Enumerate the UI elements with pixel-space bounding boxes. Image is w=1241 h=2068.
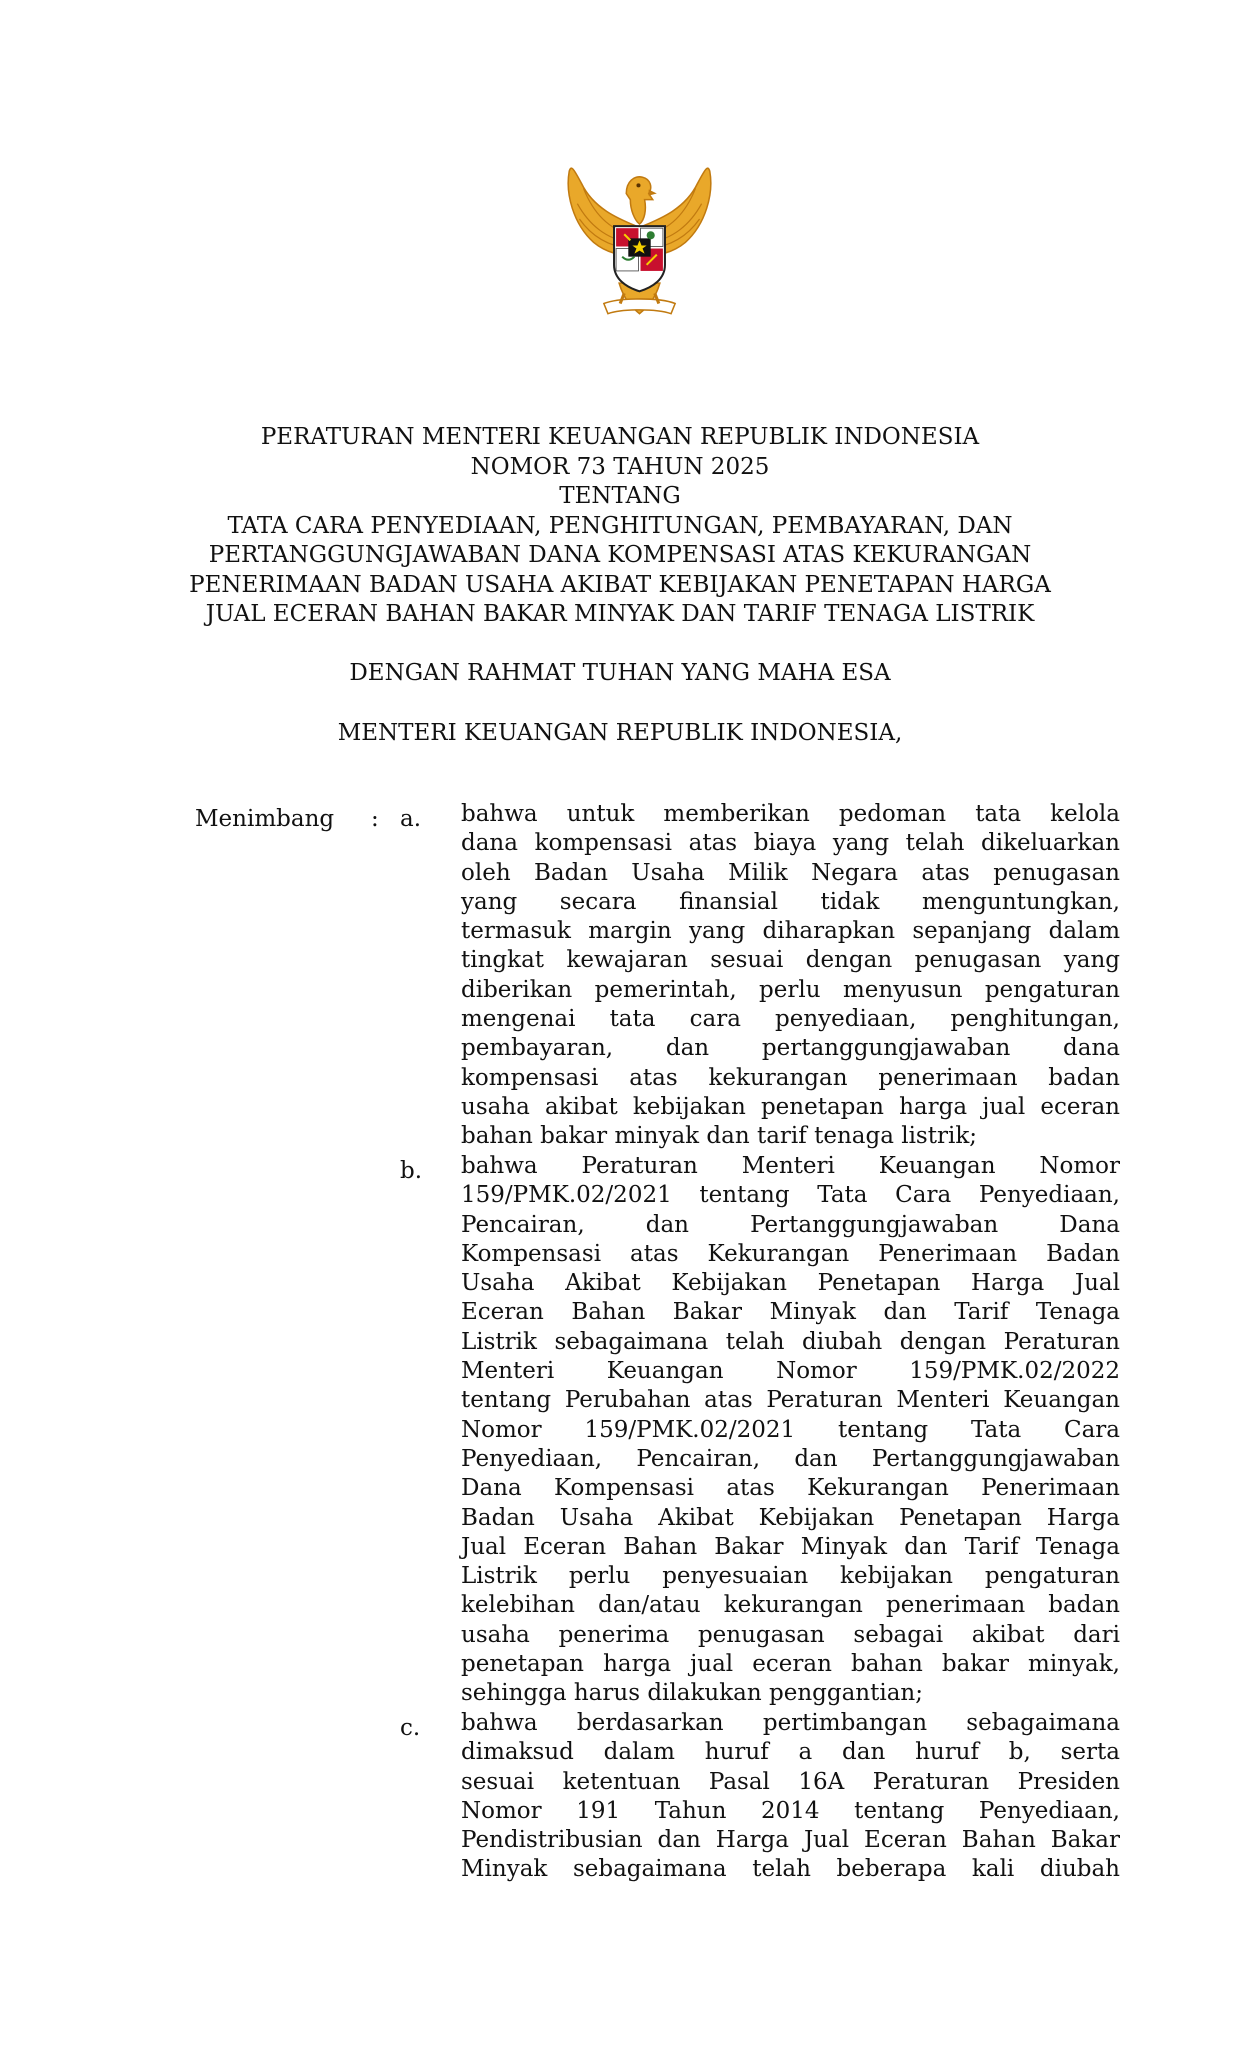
text-line: Menteri Keuangan Nomor 159/PMK.02/2022 <box>461 1358 1120 1385</box>
menimbang-label: Menimbang <box>195 806 335 832</box>
text-line: bahan bakar minyak dan tarif tenaga listrik; <box>461 1123 978 1150</box>
title-line: TENTANG <box>559 483 681 509</box>
text-line: Kompensasi atas Kekurangan Penerimaan Badan <box>461 1240 1120 1267</box>
text-line: Dana Kompensasi atas Kekurangan Penerimaan <box>461 1475 1120 1502</box>
text-line: Minyak sebagaimana telah beberapa kali diubah <box>461 1856 1120 1883</box>
title-line: PERTANGGUNGJAWABAN DANA KOMPENSASI ATAS KEKURANGAN <box>208 542 1032 568</box>
item-letter-b: b. <box>400 1158 423 1184</box>
regulation-title <box>140 423 1100 630</box>
text-line: Jual Eceran Bahan Bakar Minyak dan Tarif Tenaga <box>461 1533 1120 1560</box>
text-line: Usaha Akibat Kebijakan Penetapan Harga Jual <box>461 1270 1120 1297</box>
text-line: dana kompensasi atas biaya yang telah dikeluarkan <box>461 830 1120 857</box>
title-line: PERATURAN MENTERI KEUANGAN REPUBLIK INDONESIA <box>260 424 980 450</box>
menimbang-colon: : <box>371 806 379 832</box>
text-line: Badan Usaha Akibat Kebijakan Penetapan Harga <box>461 1504 1120 1531</box>
consideration-a <box>461 800 1120 1152</box>
text-line: Pencairan, dan Pertanggungjawaban Dana <box>461 1211 1120 1238</box>
text-line: tingkat kewajaran sesuai dengan penugasan yang <box>461 947 1120 974</box>
rahmat-heading: DENGAN RAHMAT TUHAN YANG MAHA ESA <box>349 660 891 686</box>
item-letter-c: c. <box>400 1715 421 1741</box>
item-letter-a: a. <box>400 806 422 832</box>
text-line: dimaksud dalam huruf a dan huruf b, serta <box>461 1739 1120 1766</box>
consideration-b <box>461 1152 1120 1709</box>
text-line: Nomor 191 Tahun 2014 tentang Penyediaan, <box>461 1797 1120 1824</box>
title-line: JUAL ECERAN BAHAN BAKAR MINYAK DAN TARIF TENAGA LISTRIK <box>205 601 1035 627</box>
title-line: PENERIMAAN BADAN USAHA AKIBAT KEBIJAKAN PENETAPAN HARGA <box>189 571 1051 598</box>
text-line: pembayaran, dan pertanggungjawaban dana <box>461 1035 1120 1062</box>
text-line: bahwa untuk memberikan pedoman tata kelola <box>461 801 1120 827</box>
text-line: yang secara finansial tidak menguntungkan, <box>461 888 1120 915</box>
text-line: sesuai ketentuan Pasal 16A Peraturan Presiden <box>461 1768 1120 1795</box>
text-line: tentang Perubahan atas Peraturan Menteri Keuangan <box>461 1387 1120 1414</box>
title-line: NOMOR 73 TAHUN 2025 <box>470 453 770 480</box>
garuda-pancasila-emblem-icon <box>563 163 716 331</box>
text-line: bahwa berdasarkan pertimbangan sebagaimana <box>461 1710 1120 1736</box>
text-line: mengenai tata cara penyediaan, penghitungan, <box>461 1006 1120 1033</box>
text-line: diberikan pemerintah, perlu menyusun pengaturan <box>461 976 1120 1003</box>
text-line: kelebihan dan/atau kekurangan penerimaan badan <box>461 1592 1120 1619</box>
text-line: usaha akibat kebijakan penetapan harga jual eceran <box>461 1093 1120 1120</box>
text-line: Listrik perlu penyesuaian kebijakan pengaturan <box>461 1563 1120 1590</box>
text-line: termasuk margin yang diharapkan sepanjang dalam <box>461 918 1120 945</box>
text-line: Penyediaan, Pencairan, dan Pertanggungjawaban <box>461 1445 1120 1472</box>
text-line: oleh Badan Usaha Milik Negara atas penugasan <box>461 859 1120 886</box>
consideration-c <box>461 1709 1120 1885</box>
text-line: bahwa Peraturan Menteri Keuangan Nomor <box>461 1153 1120 1179</box>
text-line: Eceran Bahan Bakar Minyak dan Tarif Tenaga <box>461 1299 1120 1326</box>
minister-heading: MENTERI KEUANGAN REPUBLIK INDONESIA, <box>337 720 903 746</box>
text-line: 159/PMK.02/2021 tentang Tata Cara Penyediaan, <box>461 1182 1120 1209</box>
text-line: Pendistribusian dan Harga Jual Eceran Bahan Bakar <box>461 1827 1120 1854</box>
text-line: kompensasi atas kekurangan penerimaan badan <box>461 1064 1120 1091</box>
text-line: Nomor 159/PMK.02/2021 tentang Tata Cara <box>461 1416 1120 1443</box>
title-line: TATA CARA PENYEDIAAN, PENGHITUNGAN, PEMBAYARAN, DAN <box>227 512 1013 539</box>
text-line: usaha penerima penugasan sebagai akibat dari <box>461 1621 1120 1648</box>
text-line: sehingga harus dilakukan penggantian; <box>461 1680 923 1707</box>
text-line: penetapan harga jual eceran bahan bakar minyak, <box>461 1651 1120 1678</box>
text-line: Listrik sebagaimana telah diubah dengan Peraturan <box>461 1328 1120 1355</box>
